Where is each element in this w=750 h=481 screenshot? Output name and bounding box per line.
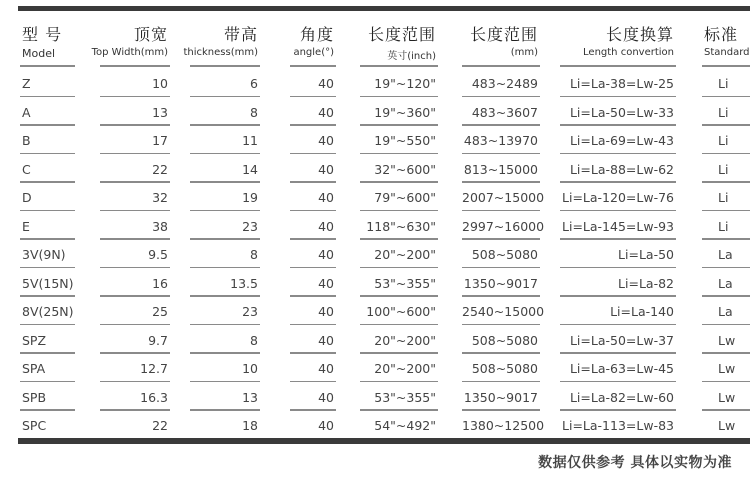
- row-separator: [560, 324, 676, 326]
- row-separator: [20, 381, 75, 383]
- row-separator: [190, 409, 260, 411]
- table-row: [0, 186, 750, 215]
- row-separator: [560, 124, 676, 126]
- cell-angle: 40: [318, 104, 334, 120]
- cell-length-mm: 483~2489: [471, 76, 538, 91]
- cell-length-conversion: Li=La-63=Lw-45: [569, 361, 674, 376]
- header-angle: 角度: [299, 25, 334, 44]
- row-separator: [290, 153, 336, 155]
- row-separator: [702, 324, 750, 326]
- cell-thickness: 13.5: [230, 275, 258, 291]
- row-separator: [100, 210, 170, 212]
- row-separator: [360, 324, 438, 326]
- cell-length-inch: 54"~492": [374, 418, 436, 433]
- row-separator: [560, 409, 676, 411]
- row-separator: [20, 96, 75, 98]
- cell-model: SPZ: [22, 332, 47, 348]
- cell-length-inch: 32"~600": [374, 161, 436, 177]
- row-separator: [462, 295, 540, 297]
- row-separator: [190, 181, 260, 183]
- row-separator: [290, 324, 336, 326]
- cell-model: 8V(25N): [22, 304, 74, 319]
- cell-length-inch: 19"~550": [374, 133, 436, 148]
- row-separator: [462, 381, 540, 383]
- row-separator: [702, 409, 750, 411]
- cell-standard: Li: [718, 161, 729, 177]
- cell-standard: Lw: [718, 332, 736, 348]
- row-separator: [462, 210, 540, 212]
- row-separator: [20, 352, 75, 354]
- cell-top-width: 22: [152, 418, 168, 433]
- table-row: [0, 243, 750, 272]
- header-underline: [190, 65, 260, 67]
- row-separator: [702, 210, 750, 212]
- cell-length-inch: 118"~630": [366, 218, 436, 234]
- row-separator: [100, 238, 170, 240]
- top-rule: [18, 6, 750, 11]
- row-separator: [100, 352, 170, 354]
- row-separator: [360, 96, 438, 98]
- cell-angle: 40: [318, 76, 334, 91]
- row-separator: [462, 352, 540, 354]
- cell-length-mm: 813~15000: [463, 161, 538, 177]
- cell-length-conversion: Li=La-113=Lw-83: [562, 418, 674, 433]
- row-separator: [20, 210, 75, 212]
- table-row: [0, 158, 750, 187]
- row-separator: [462, 153, 540, 155]
- cell-length-conversion: Li=La-69=Lw-43: [569, 133, 674, 148]
- cell-model: SPA: [22, 361, 46, 376]
- row-separator: [20, 409, 75, 411]
- row-separator: [100, 295, 170, 297]
- table-row: [0, 215, 750, 244]
- row-separator: [360, 295, 438, 297]
- header-underline: [290, 65, 336, 67]
- cell-length-inch: 19"~120": [374, 76, 436, 91]
- row-separator: [560, 238, 676, 240]
- cell-standard: Lw: [718, 418, 736, 433]
- cell-thickness: 6: [250, 76, 258, 91]
- row-separator: [702, 153, 750, 155]
- row-separator: [100, 267, 170, 269]
- cell-length-inch: 20"~200": [374, 361, 436, 376]
- cell-standard: Li: [718, 133, 729, 148]
- cell-top-width: 32: [152, 190, 168, 205]
- header-underline: [360, 65, 438, 67]
- row-separator: [360, 352, 438, 354]
- row-separator: [190, 153, 260, 155]
- row-separator: [462, 409, 540, 411]
- table-row: [0, 329, 750, 358]
- row-separator: [190, 295, 260, 297]
- row-separator: [462, 124, 540, 126]
- cell-angle: 40: [318, 389, 334, 405]
- cell-angle: 40: [318, 218, 334, 234]
- cell-top-width: 9.7: [148, 332, 168, 348]
- row-separator: [560, 96, 676, 98]
- row-separator: [462, 324, 540, 326]
- cell-angle: 40: [318, 332, 334, 348]
- cell-angle: 40: [318, 418, 334, 433]
- row-separator: [100, 324, 170, 326]
- row-separator: [360, 124, 438, 126]
- cell-length-conversion: Li=La-82: [618, 275, 674, 291]
- cell-length-mm: 2997~16000: [462, 218, 545, 234]
- table-row: [0, 72, 750, 101]
- row-separator: [290, 181, 336, 183]
- subheader-standard: Standard: [704, 47, 750, 58]
- disclaimer-note: 数据仅供参考 具体以实物为准: [538, 455, 732, 471]
- row-separator: [190, 124, 260, 126]
- cell-model: A: [22, 104, 31, 120]
- row-separator: [462, 181, 540, 183]
- row-separator: [20, 295, 75, 297]
- cell-length-conversion: Li=La-120=Lw-76: [562, 190, 674, 205]
- row-separator: [462, 267, 540, 269]
- row-separator: [702, 381, 750, 383]
- cell-model: B: [22, 133, 31, 148]
- cell-angle: 40: [318, 133, 334, 148]
- row-separator: [190, 96, 260, 98]
- row-separator: [190, 381, 260, 383]
- header-model: 型 号: [22, 25, 63, 44]
- cell-model: E: [22, 218, 30, 234]
- cell-thickness: 8: [250, 332, 258, 348]
- cell-top-width: 13: [152, 104, 168, 120]
- bottom-rule: [18, 438, 750, 444]
- cell-length-mm: 508~5080: [471, 247, 538, 262]
- row-separator: [560, 295, 676, 297]
- cell-thickness: 11: [242, 133, 258, 148]
- cell-length-mm: 1380~12500: [462, 418, 545, 433]
- cell-model: 5V(15N): [22, 275, 74, 291]
- row-separator: [560, 153, 676, 155]
- row-separator: [100, 96, 170, 98]
- header-underline: [462, 65, 540, 67]
- cell-length-inch: 20"~200": [374, 247, 436, 262]
- cell-thickness: 23: [242, 218, 258, 234]
- cell-length-inch: 53"~355": [374, 389, 436, 405]
- cell-standard: Lw: [718, 389, 736, 405]
- subheader-top-width: Top Width(mm): [91, 47, 168, 58]
- row-separator: [20, 153, 75, 155]
- row-separator: [360, 181, 438, 183]
- cell-thickness: 13: [242, 389, 258, 405]
- subheader-conversion: Length convertion: [583, 47, 674, 58]
- cell-model: D: [22, 190, 32, 205]
- cell-length-conversion: Li=La-50=Lw-33: [569, 104, 674, 120]
- cell-length-inch: 53"~355": [374, 275, 436, 291]
- row-separator: [360, 409, 438, 411]
- cell-angle: 40: [318, 190, 334, 205]
- subheader-angle: angle(°): [293, 47, 334, 58]
- cell-length-conversion: Li=La-50=Lw-37: [569, 332, 674, 348]
- cell-thickness: 8: [250, 247, 258, 262]
- cell-angle: 40: [318, 275, 334, 291]
- row-separator: [290, 124, 336, 126]
- row-separator: [702, 295, 750, 297]
- row-separator: [100, 409, 170, 411]
- cell-standard: La: [718, 304, 733, 319]
- cell-length-mm: 483~3607: [471, 104, 538, 120]
- cell-thickness: 8: [250, 104, 258, 120]
- cell-model: C: [22, 161, 31, 177]
- cell-top-width: 9.5: [148, 247, 168, 262]
- row-separator: [360, 153, 438, 155]
- cell-length-mm: 508~5080: [471, 361, 538, 376]
- row-separator: [190, 210, 260, 212]
- header-underline: [20, 65, 75, 67]
- cell-length-conversion: Li=La-50: [618, 247, 674, 262]
- row-separator: [20, 238, 75, 240]
- subheader-length-mm: (mm): [510, 47, 538, 58]
- subheader-length-inch: 英寸(inch): [387, 51, 436, 62]
- row-separator: [560, 181, 676, 183]
- row-separator: [560, 210, 676, 212]
- cell-length-conversion: Li=La-82=Lw-60: [569, 389, 674, 405]
- row-separator: [702, 124, 750, 126]
- row-separator: [360, 381, 438, 383]
- cell-standard: La: [718, 247, 733, 262]
- row-separator: [360, 238, 438, 240]
- row-separator: [100, 153, 170, 155]
- row-separator: [360, 210, 438, 212]
- cell-length-conversion: Li=La-88=Lw-62: [569, 161, 674, 177]
- row-separator: [290, 210, 336, 212]
- cell-top-width: 38: [152, 218, 168, 234]
- cell-standard: Li: [718, 190, 729, 205]
- row-separator: [462, 96, 540, 98]
- cell-length-mm: 2540~15000: [462, 304, 545, 319]
- cell-top-width: 16: [152, 275, 168, 291]
- cell-standard: Li: [718, 218, 729, 234]
- row-separator: [100, 381, 170, 383]
- cell-length-mm: 2007~15000: [462, 190, 545, 205]
- cell-length-conversion: Li=La-140: [610, 304, 674, 319]
- row-separator: [560, 381, 676, 383]
- cell-length-conversion: Li=La-145=Lw-93: [562, 218, 674, 234]
- row-separator: [702, 238, 750, 240]
- header-underline: [702, 65, 750, 67]
- cell-length-inch: 20"~200": [374, 332, 436, 348]
- row-separator: [560, 352, 676, 354]
- row-separator: [560, 267, 676, 269]
- header-top-width: 顶宽: [133, 25, 168, 44]
- cell-length-mm: 483~13970: [463, 133, 538, 148]
- table-row: [0, 101, 750, 130]
- row-separator: [290, 409, 336, 411]
- table-row: [0, 272, 750, 301]
- cell-angle: 40: [318, 247, 334, 262]
- subheader-model: Model: [22, 47, 56, 60]
- cell-top-width: 25: [152, 304, 168, 319]
- cell-length-inch: 100"~600": [366, 304, 436, 319]
- header-underline: [560, 65, 676, 67]
- row-separator: [462, 238, 540, 240]
- cell-model: SPB: [22, 389, 47, 405]
- cell-standard: Lw: [718, 361, 736, 376]
- row-separator: [290, 238, 336, 240]
- cell-model: 3V(9N): [22, 247, 66, 262]
- cell-top-width: 16.3: [140, 389, 168, 405]
- cell-model: Z: [22, 76, 31, 91]
- cell-thickness: 19: [242, 190, 258, 205]
- row-separator: [702, 352, 750, 354]
- cell-length-conversion: Li=La-38=Lw-25: [569, 76, 674, 91]
- row-separator: [190, 352, 260, 354]
- row-separator: [20, 267, 75, 269]
- header-standard: 标准: [704, 25, 739, 44]
- cell-top-width: 22: [152, 161, 168, 177]
- cell-length-mm: 1350~9017: [463, 389, 538, 405]
- table-row: [0, 300, 750, 329]
- row-separator: [20, 324, 75, 326]
- cell-length-inch: 19"~360": [374, 104, 436, 120]
- row-separator: [100, 124, 170, 126]
- header-length-mm: 长度范围: [469, 25, 538, 44]
- header-conversion: 长度换算: [605, 25, 674, 44]
- row-separator: [190, 238, 260, 240]
- row-separator: [20, 124, 75, 126]
- row-separator: [290, 267, 336, 269]
- cell-standard: Li: [718, 104, 729, 120]
- row-separator: [190, 324, 260, 326]
- cell-angle: 40: [318, 161, 334, 177]
- row-separator: [702, 267, 750, 269]
- cell-angle: 40: [318, 361, 334, 376]
- table-row: [0, 386, 750, 415]
- cell-standard: La: [718, 275, 733, 291]
- header-thickness: 带高: [223, 25, 258, 44]
- header-underline: [100, 65, 170, 67]
- row-separator: [702, 96, 750, 98]
- row-separator: [290, 96, 336, 98]
- cell-length-inch: 79"~600": [374, 190, 436, 205]
- cell-thickness: 23: [242, 304, 258, 319]
- row-separator: [290, 295, 336, 297]
- row-separator: [290, 381, 336, 383]
- row-separator: [702, 181, 750, 183]
- cell-thickness: 18: [242, 418, 258, 433]
- table-row: [0, 357, 750, 386]
- cell-angle: 40: [318, 304, 334, 319]
- header-length-inch: 长度范围: [367, 25, 436, 44]
- cell-thickness: 10: [242, 361, 258, 376]
- row-separator: [190, 267, 260, 269]
- cell-length-mm: 1350~9017: [463, 275, 538, 291]
- cell-model: SPC: [22, 418, 47, 433]
- cell-standard: Li: [718, 76, 729, 91]
- cell-top-width: 10: [152, 76, 168, 91]
- table-row: [0, 129, 750, 158]
- row-separator: [100, 181, 170, 183]
- cell-top-width: 12.7: [140, 361, 168, 376]
- subheader-thickness: thickness(mm): [183, 47, 258, 58]
- cell-thickness: 14: [242, 161, 258, 177]
- row-separator: [360, 267, 438, 269]
- cell-top-width: 17: [152, 133, 168, 148]
- row-separator: [290, 352, 336, 354]
- row-separator: [20, 181, 75, 183]
- cell-length-mm: 508~5080: [471, 332, 538, 348]
